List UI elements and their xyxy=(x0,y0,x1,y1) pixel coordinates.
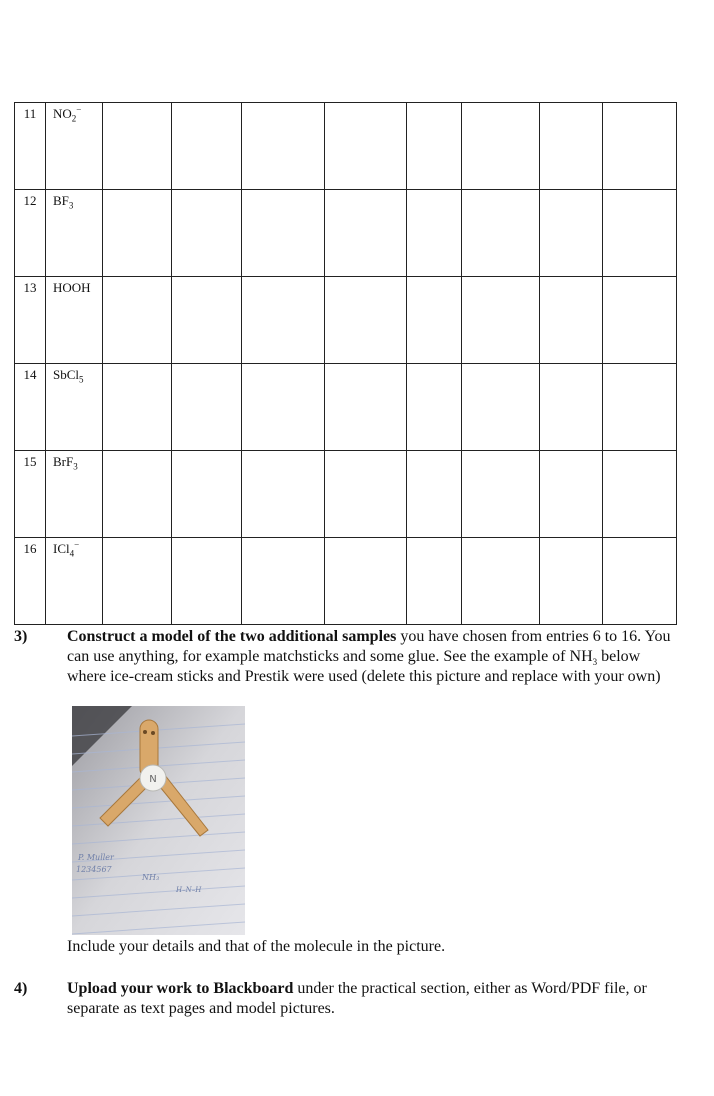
entry-number: 11 xyxy=(15,103,46,190)
answer-cell[interactable] xyxy=(242,538,325,625)
answer-cell[interactable] xyxy=(325,277,407,364)
answer-cell[interactable] xyxy=(242,277,325,364)
answer-cell[interactable] xyxy=(172,538,242,625)
formula-main: ICl xyxy=(53,541,70,556)
formula-main: BrF xyxy=(53,454,74,469)
question-3-number: 3) xyxy=(14,628,28,645)
answer-cell[interactable] xyxy=(103,538,172,625)
formula-main: BF xyxy=(53,193,69,208)
nh3-model-photo xyxy=(72,706,245,935)
answer-cell[interactable] xyxy=(540,103,603,190)
answer-cell[interactable] xyxy=(603,103,677,190)
answer-cell[interactable] xyxy=(603,538,677,625)
formula-charge: − xyxy=(74,539,80,550)
nh3-subscript: 3 xyxy=(592,657,598,668)
formula-main: HOOH xyxy=(53,280,91,295)
entry-number: 15 xyxy=(15,451,46,538)
formula-main: NO xyxy=(53,106,72,121)
entry-number: 13 xyxy=(15,277,46,364)
formula-subscript: 5 xyxy=(79,374,84,385)
answer-cell[interactable] xyxy=(462,364,540,451)
table-row xyxy=(15,277,677,364)
molecule-formula xyxy=(46,103,103,190)
answer-cell[interactable] xyxy=(325,364,407,451)
answer-cell[interactable] xyxy=(242,190,325,277)
answer-cell[interactable] xyxy=(603,451,677,538)
photo-handwriting-1: P. Muller xyxy=(78,853,114,862)
entry-number: 12 xyxy=(15,190,46,277)
answer-cell[interactable] xyxy=(172,451,242,538)
formula-charge: − xyxy=(76,104,82,115)
question-3-text xyxy=(67,627,673,687)
entry-number: 14 xyxy=(15,364,46,451)
answer-cell[interactable] xyxy=(540,277,603,364)
answer-cell[interactable] xyxy=(603,190,677,277)
answer-cell[interactable] xyxy=(103,451,172,538)
table-row xyxy=(15,538,677,625)
nh3-model-illustration xyxy=(72,706,245,935)
answer-cell[interactable] xyxy=(540,451,603,538)
question-4-text xyxy=(67,979,673,1019)
answer-cell[interactable] xyxy=(407,364,462,451)
stick-dot-2 xyxy=(151,731,155,735)
answer-cell[interactable] xyxy=(462,103,540,190)
question-4-number: 4) xyxy=(14,980,28,997)
answer-cell[interactable] xyxy=(325,451,407,538)
answer-cell[interactable] xyxy=(103,103,172,190)
answer-cell[interactable] xyxy=(462,451,540,538)
answer-cell[interactable] xyxy=(407,538,462,625)
answer-cell[interactable] xyxy=(407,451,462,538)
formula-subscript: 2 xyxy=(71,113,77,124)
answer-cell[interactable] xyxy=(325,538,407,625)
answer-cell[interactable] xyxy=(540,190,603,277)
molecule-formula xyxy=(46,451,103,538)
table-row xyxy=(15,451,677,538)
question-3-bold-lead: Construct a model of the two additional samples xyxy=(67,628,397,645)
answer-cell[interactable] xyxy=(103,190,172,277)
answer-cell[interactable] xyxy=(603,277,677,364)
answer-cell[interactable] xyxy=(407,277,462,364)
photo-center-label: N xyxy=(149,774,157,785)
answer-cell[interactable] xyxy=(242,103,325,190)
formula-subscript: 3 xyxy=(68,200,74,211)
table-row xyxy=(15,364,677,451)
question-3-text-a: you have chosen from entries 6 to 16. You can use anything, for example matchsticks and some glue. See the example of NH xyxy=(67,628,671,665)
answer-cell[interactable] xyxy=(172,364,242,451)
answer-cell[interactable] xyxy=(462,277,540,364)
question-4-text-body: under the practical section, either as Word/PDF file, or separate as text pages and model pictures. xyxy=(67,980,647,1017)
answer-cell[interactable] xyxy=(242,451,325,538)
answer-cell[interactable] xyxy=(172,277,242,364)
answer-cell[interactable] xyxy=(462,190,540,277)
answer-cell[interactable] xyxy=(462,538,540,625)
formula-main: SbCl xyxy=(53,367,80,382)
photo-handwriting-4: H–N–H xyxy=(176,886,202,894)
answer-cell[interactable] xyxy=(407,190,462,277)
molecule-table xyxy=(14,102,677,625)
answer-cell[interactable] xyxy=(103,364,172,451)
answer-cell[interactable] xyxy=(103,277,172,364)
molecule-formula xyxy=(46,538,103,625)
photo-handwriting-3: NH₃ xyxy=(142,873,160,882)
answer-cell[interactable] xyxy=(242,364,325,451)
answer-cell[interactable] xyxy=(172,103,242,190)
answer-cell[interactable] xyxy=(603,364,677,451)
table-row xyxy=(15,103,677,190)
answer-cell[interactable] xyxy=(172,190,242,277)
answer-cell[interactable] xyxy=(325,190,407,277)
photo-handwriting-2: 1234567 xyxy=(76,865,112,874)
molecule-formula xyxy=(46,364,103,451)
formula-subscript: 4 xyxy=(69,548,75,559)
question-3-text-b: below where ice-cream sticks and Prestik were used (delete this picture and replace with your own) xyxy=(67,648,661,685)
answer-cell[interactable] xyxy=(325,103,407,190)
answer-cell[interactable] xyxy=(540,538,603,625)
molecule-formula xyxy=(46,277,103,364)
answer-cell[interactable] xyxy=(407,103,462,190)
entry-number: 16 xyxy=(15,538,46,625)
stick-dot-1 xyxy=(143,730,147,734)
molecule-formula xyxy=(46,190,103,277)
question-4-bold-lead: Upload your work to Blackboard xyxy=(67,980,294,997)
formula-subscript: 3 xyxy=(73,461,78,472)
question-3-footnote: Include your details and that of the molecule in the picture. xyxy=(67,938,446,955)
answer-cell[interactable] xyxy=(540,364,603,451)
table-row xyxy=(15,190,677,277)
